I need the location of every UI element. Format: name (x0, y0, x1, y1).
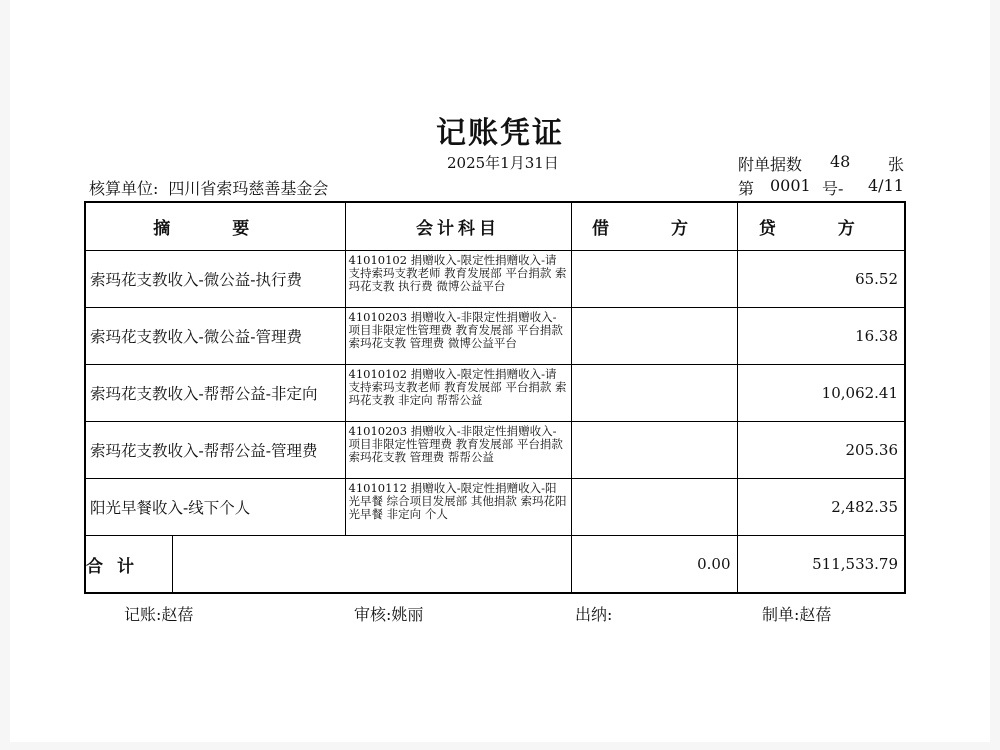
row-account: 41010102 捐赠收入-限定性捐赠收入-请支持索玛支教老师 教育发展部 平台捐款 索玛花支教 非定向 帮帮公益 (345, 365, 571, 422)
voucher-date: 2025年1月31日 (447, 154, 559, 172)
accounting-unit-label: 核算单位: (89, 179, 159, 198)
total-label: 合计 (85, 536, 172, 594)
table-row (85, 422, 905, 479)
row-account: 41010112 捐赠收入-限定性捐赠收入-阳光早餐 综合项目发展部 其他捐款 索玛花阳光早餐 非定向 个人 (345, 479, 571, 536)
attachment-label: 附单据数 (738, 155, 803, 174)
row-credit: 16.38 (737, 308, 905, 365)
table-row (85, 479, 905, 536)
attachment-number: 48 (830, 152, 851, 171)
accounting-unit-value: 四川省索玛慈善基金会 (168, 179, 329, 198)
row-credit: 2,482.35 (737, 479, 905, 536)
attachment-unit: 张 (888, 155, 905, 174)
cashier-signature: 出纳: (575, 605, 613, 624)
row-debit (571, 365, 737, 422)
row-credit: 65.52 (737, 251, 905, 308)
header-credit: 贷 方 (737, 202, 905, 251)
row-account: 41010203 捐赠收入-非限定性捐赠收入-项目非限定性管理费 教育发展部 平台捐款 索玛花支教 管理费 帮帮公益 (345, 422, 571, 479)
voucher-number (738, 176, 904, 199)
total-row (85, 536, 905, 594)
voucher-no-suffix: 号- (822, 179, 844, 198)
row-credit: 205.36 (737, 422, 905, 479)
accounting-unit (89, 176, 328, 199)
reviewer-signature: 审核:姚丽 (354, 605, 424, 624)
row-summary: 索玛花支教收入-微公益-管理费 (85, 308, 345, 365)
table-row (85, 251, 905, 308)
total-credit: 511,533.79 (737, 536, 905, 594)
row-debit (571, 308, 737, 365)
header-account: 会计科目 (345, 202, 571, 251)
row-summary: 阳光早餐收入-线下个人 (85, 479, 345, 536)
row-debit (571, 422, 737, 479)
total-debit: 0.00 (571, 536, 737, 594)
table-row (85, 365, 905, 422)
table-row (85, 308, 905, 365)
row-summary: 索玛花支教收入-微公益-执行费 (85, 251, 345, 308)
row-account: 41010203 捐赠收入-非限定性捐赠收入-项目非限定性管理费 教育发展部 平台捐款 索玛花支教 管理费 微博公益平台 (345, 308, 571, 365)
voucher-title: 记账凭证 (436, 116, 564, 151)
row-account: 41010102 捐赠收入-限定性捐赠收入-请支持索玛支教老师 教育发展部 平台捐款 索玛花支教 执行费 微博公益平台 (345, 251, 571, 308)
row-credit: 10,062.41 (737, 365, 905, 422)
preparer-signature: 制单:赵蓓 (762, 605, 832, 624)
row-debit (571, 251, 737, 308)
voucher-table (84, 201, 906, 594)
voucher-no-value: 0001 (770, 176, 811, 195)
header-debit: 借 方 (571, 202, 737, 251)
bookkeeper-signature: 记账:赵蓓 (124, 605, 194, 624)
attachment-count (738, 152, 905, 175)
header-summary: 摘 要 (85, 202, 345, 251)
row-debit (571, 479, 737, 536)
row-summary: 索玛花支教收入-帮帮公益-管理费 (85, 422, 345, 479)
row-summary: 索玛花支教收入-帮帮公益-非定向 (85, 365, 345, 422)
table-header-row (85, 202, 905, 251)
total-blank (172, 536, 571, 594)
voucher-no-label: 第 (738, 179, 755, 198)
voucher-page: 4/11 (868, 176, 904, 195)
